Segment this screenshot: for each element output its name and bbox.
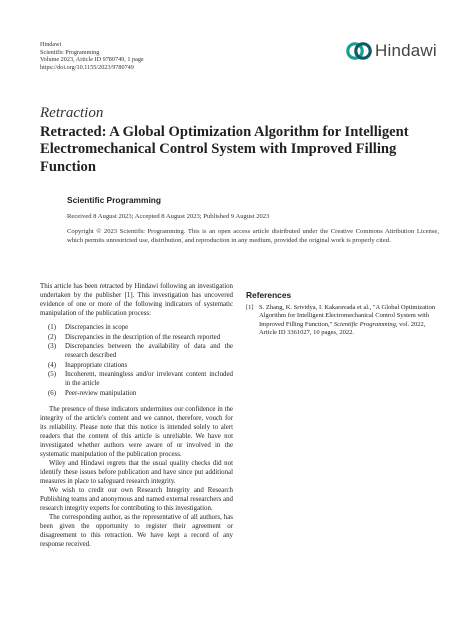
body-paragraph: We wish to credit our own Research Integrity and Research Publishing teams and anonymous and named external researchers and research integrity experts for contributing to this investigation.: [40, 486, 233, 512]
reference-text[interactable]: S. Zhang, K. Srividya, I. Kakaravada et al., "A Global Optimization Algorithm for Intelligent Electromechanical Control System with Improved Filling Function," Scientific Programming, vol. 2022, Article ID 3361027, 10 pages, 2022.: [259, 304, 436, 336]
indicator-list: [40, 323, 233, 398]
logo-text: Hindawi: [375, 41, 437, 60]
article-metadata: [40, 41, 144, 71]
hindawi-logo: [346, 38, 437, 64]
references-heading: References: [246, 290, 292, 300]
list-item: (5) Incoherent, meaningless and/or irrelevant content included in the article: [48, 371, 233, 387]
list-item: (2) Discrepancies in the description of the research reported: [48, 333, 221, 341]
reference-item: [246, 304, 439, 337]
list-item: (1) Discrepancies in scope: [48, 324, 129, 331]
article-title: Retracted: A Global Optimization Algorithm for Intelligent Electromechanical Control System with Improved Filling Function: [40, 124, 409, 175]
author-line: Scientific Programming: [67, 195, 162, 205]
list-item: (4) Inappropriate citations: [48, 361, 128, 369]
article-type: Retraction: [40, 105, 104, 121]
publication-dates: Received 8 August 2023; Accepted 8 August 2023; Published 9 August 2023: [67, 213, 270, 220]
list-item: (3) Discrepancies between the availability of data and the research described: [48, 343, 233, 359]
intro-paragraph: This article has been retracted by Hindawi following an investigation undertaken by the publisher [1]. This investigation has uncovered evidence of one or more of the following indicators of systematic manipulation of the publication process:: [40, 283, 233, 317]
volume-info: Volume 2023, Article ID 9780749, 1 page: [40, 56, 144, 64]
copyright-notice: Copyright © 2023 Scientific Programming. This is an open access article distributed under the Creative Commons Attribution License, which permits unrestricted use, distribution, and reproduction in any medium, provided the original work is properly cited.: [67, 228, 439, 244]
hindawi-logo-icon: [346, 38, 372, 64]
body-paragraph: The presence of these indicators undermines our confidence in the integrity of the article's content and we cannot, therefore, vouch for its reliability. Please note that this notice is intended solely to alert readers that the content of this article is unreliable. We have not investigated whether authors were aware of or involved in the systematic manipulation of the publication process.: [40, 405, 233, 458]
body-paragraph: Wiley and Hindawi regrets that the usual quality checks did not identify these issues before publication and have since put additional measures in place to safeguard research integrity.: [40, 459, 233, 485]
reference-number: [1]: [246, 304, 254, 311]
list-item: (6) Peer-review manipulation: [48, 389, 137, 397]
body-paragraph: The corresponding author, as the representative of all authors, has been given the opportunity to register their agreement or disagreement to this retraction. We have kept a record of any response received.: [40, 513, 233, 548]
body-column-left: [40, 282, 233, 549]
publisher-name: Hindawi: [40, 41, 62, 48]
body-column-right: [246, 282, 439, 337]
doi-link[interactable]: https://doi.org/10.1155/2023/9780749: [40, 63, 134, 71]
journal-name: Scientific Programming: [40, 48, 100, 56]
